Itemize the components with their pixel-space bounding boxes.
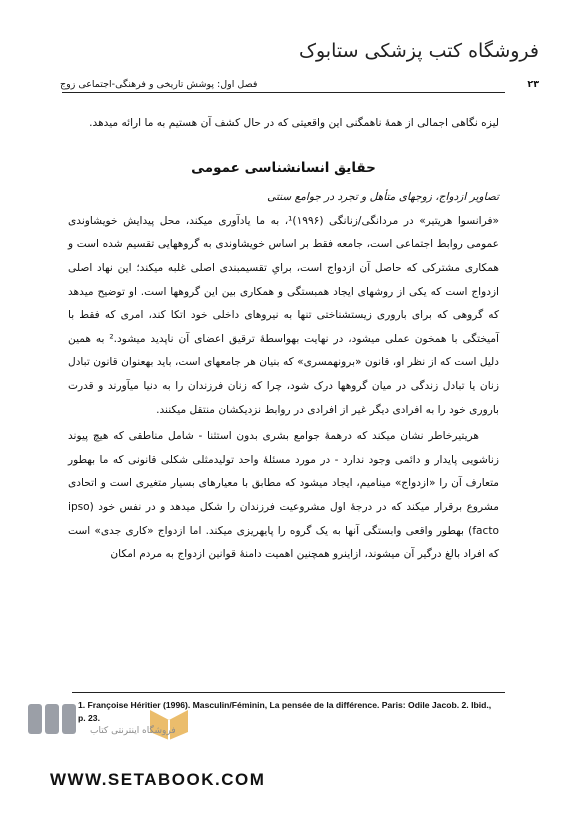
chapter-title: فصل اول: پوشش تاریخی و فرهنگی-اجتماعی زوج — [60, 79, 258, 90]
footnote-rule — [72, 692, 505, 693]
book-logo-icon — [146, 702, 192, 742]
site-url[interactable]: WWW.SETABOOK.COM — [50, 770, 266, 789]
watermark-logo — [28, 700, 208, 750]
running-header — [60, 79, 539, 90]
intro-paragraph: لیزه نگاهی اجمالی از همهٔ ناهمگنی این واقعیتی که در حال کشف آن هستیم به ما ارائه میدهد. — [89, 117, 499, 129]
footnote: 1. Françoise Héritier (1996). Masculin/Féminin, La pensée de la différence. Paris: Odile Jacob. 2. Ibid., p. 23. — [78, 700, 492, 723]
header-rule — [62, 92, 505, 93]
section-heading: حقایق انسانشناسی عمومی — [191, 159, 376, 176]
page-number: ۲۳ — [527, 79, 539, 90]
watermark-bars-icon — [28, 704, 88, 740]
store-title: فروشگاه کتب پزشکی ستابوک — [298, 40, 539, 62]
watermark-store-name: فروشگاه اینترنتی کتاب — [90, 726, 176, 736]
paragraph-1: «فرانسوا هریتیر» در مردانگی/زنانگی (۱۹۹۶)¹، به ما یادآوری میکند، محل پیدایش خویشاوندی عمومی روابط اجتماعی است، جامعه فقط بر اساس خویشاوندی به گروههایی تقسیم شده است و همکاری مشترکی که حاصل آن ازدواج است، برایِ تقسیمبندی اصلی غلبه میکند؛ این نهاد اصلی ازدواج است که یکی از روشهای ایجاد همبستگی و همکاری بین این گروهها است. او توضیح میدهد که گروهی که برای باروری زیستشناختی تنها به نیروهای داخلی خود اتکا کند، امری که فقط با آمیختگی با همخون عملی میشود، در نهایت بهواسطهٔ ترقیق اعضای آن ناپدید میشود.² به همین دلیل است که از نظر او، قانون «برونهمسری» که بنیان هر جامعهای است، باید بهعنوان قانون تبادل زنان یا تبادل زندگی در میان گروهها درک شود، چرا که زنان فرزندان را به دنیا میآورند و قدرت باروری خود را به افرادی دیگر غیر از افرادی در روابط نزدیکشان منتقل میکنند. — [68, 214, 499, 416]
subheading: تصاویر ازدواج، زوجهای متأهل و تجرد در جوامع سنتی — [267, 191, 499, 204]
page-body — [68, 112, 499, 567]
paragraph-2: هریتیرخاطر نشان میکند که درهمهٔ جوامع بشری بدون استثنا - شامل مناطقی که هیچ پیوند زناشویی پایدار و دائمی وجود ندارد - در مورد مسئلهٔ واحد تولیدمثلی شکلی قانونی که ما بهطور متعارف آن را «ازدواج» مینامیم، ایجاد میشود که مطابق با معیارهای بسیار متغیری است و اتحادی مشروع برقرار میکند که در درجهٔ اول مشروعیت فرزندان را شکل میدهد و در نفس خود (ipso facto) بهطور واقعی وابستگی آنها به یک گروه را پایهریزی میکند. اما ازدواج «کاری جدی» است که افراد بالغ درگیر آن میشوند، ازاینرو همچنین اهمیت دامنهٔ قوانین ازدواج به مردم امکان — [68, 430, 499, 561]
